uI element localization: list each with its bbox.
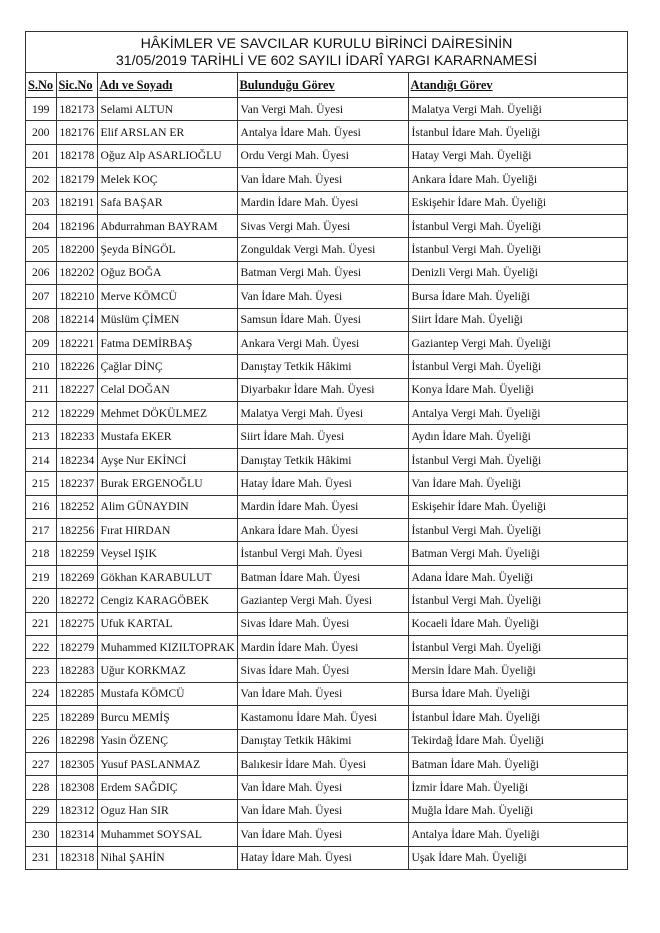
cell-sno: 231 (26, 846, 56, 869)
cell-sno: 210 (26, 355, 56, 378)
cell-name: Fatma DEMİRBAŞ (97, 331, 237, 354)
table-row (26, 565, 627, 588)
cell-sicno: 182226 (56, 355, 97, 378)
table-row (26, 261, 627, 284)
cell-current-position: Van İdare Mah. Üyesi (237, 799, 408, 822)
table-row (26, 378, 627, 401)
cell-name: Alim GÜNAYDIN (97, 495, 237, 518)
cell-name: Selami ALTUN (97, 98, 237, 121)
cell-current-position: Mardin İdare Mah. Üyesi (237, 191, 408, 214)
table-row (26, 519, 627, 542)
cell-sno: 204 (26, 214, 56, 237)
cell-name: Merve KÖMCÜ (97, 285, 237, 308)
cell-name: Gökhan KARABULUT (97, 565, 237, 588)
cell-sno: 199 (26, 98, 56, 121)
table-row (26, 355, 627, 378)
cell-current-position: Ankara İdare Mah. Üyesi (237, 519, 408, 542)
cell-sno: 226 (26, 729, 56, 752)
cell-name: Safa BAŞAR (97, 191, 237, 214)
cell-assigned-position: Muğla İdare Mah. Üyeliği (408, 799, 627, 822)
cell-assigned-position: Batman İdare Mah. Üyeliği (408, 752, 627, 775)
cell-assigned-position: Van İdare Mah. Üyeliği (408, 472, 627, 495)
cell-current-position: Mardin İdare Mah. Üyesi (237, 635, 408, 658)
cell-assigned-position: Konya İdare Mah. Üyeliği (408, 378, 627, 401)
table-row (26, 635, 627, 658)
cell-current-position: Danıştay Tetkik Hâkimi (237, 729, 408, 752)
cell-name: Muhammet SOYSAL (97, 823, 237, 846)
cell-name: Fırat HIRDAN (97, 519, 237, 542)
cell-assigned-position: Mersin İdare Mah. Üyeliği (408, 659, 627, 682)
table-row (26, 425, 627, 448)
cell-sno: 213 (26, 425, 56, 448)
cell-current-position: Balıkesir İdare Mah. Üyesi (237, 752, 408, 775)
header-current-position: Bulunduğu Görev (237, 73, 408, 98)
header-name: Adı ve Soyadı (97, 73, 237, 98)
table-row (26, 238, 627, 261)
cell-current-position: Batman Vergi Mah. Üyesi (237, 261, 408, 284)
cell-name: Burak ERGENOĞLU (97, 472, 237, 495)
table-row (26, 214, 627, 237)
cell-assigned-position: Gaziantep Vergi Mah. Üyeliği (408, 331, 627, 354)
table-row (26, 729, 627, 752)
cell-current-position: Ankara Vergi Mah. Üyesi (237, 331, 408, 354)
cell-name: Oğuz Alp ASARLIOĞLU (97, 144, 237, 167)
cell-sicno: 182298 (56, 729, 97, 752)
table-row (26, 752, 627, 775)
table-row (26, 846, 627, 869)
cell-current-position: Danıştay Tetkik Hâkimi (237, 448, 408, 471)
cell-sicno: 182279 (56, 635, 97, 658)
cell-name: Oguz Han SIR (97, 799, 237, 822)
cell-assigned-position: İstanbul Vergi Mah. Üyeliği (408, 448, 627, 471)
cell-current-position: Diyarbakır İdare Mah. Üyesi (237, 378, 408, 401)
cell-assigned-position: İstanbul Vergi Mah. Üyeliği (408, 214, 627, 237)
cell-assigned-position: Antalya Vergi Mah. Üyeliği (408, 402, 627, 425)
cell-sno: 215 (26, 472, 56, 495)
cell-assigned-position: Uşak İdare Mah. Üyeliği (411, 851, 527, 865)
cell-sno: 227 (26, 752, 56, 775)
cell-assigned-position: Bursa İdare Mah. Üyeliği (408, 285, 627, 308)
cell-sno: 222 (26, 635, 56, 658)
cell-assigned-position: İstanbul Vergi Mah. Üyeliği (408, 589, 627, 612)
cell-sicno: 182200 (56, 238, 97, 261)
cell-sicno: 182283 (56, 659, 97, 682)
table-header-row (26, 73, 627, 98)
cell-sicno: 182318 (56, 846, 97, 869)
cell-current-position: Van Vergi Mah. Üyesi (237, 98, 408, 121)
cell-current-position: Van İdare Mah. Üyesi (237, 682, 408, 705)
header-assigned-position: Atandığı Görev (408, 73, 627, 98)
table-row (26, 542, 627, 565)
cell-name: Melek KOÇ (97, 168, 237, 191)
cell-name: Müslüm ÇİMEN (97, 308, 237, 331)
cell-assigned-position: Tekirdağ İdare Mah. Üyeliği (408, 729, 627, 752)
cell-sno: 212 (26, 402, 56, 425)
cell-name: Yasin ÖZENÇ (97, 729, 237, 752)
cell-assigned-position: İstanbul İdare Mah. Üyeliği (408, 121, 627, 144)
table-row (26, 706, 627, 729)
cell-assigned-position: Bursa İdare Mah. Üyeliği (408, 682, 627, 705)
cell-sicno: 182191 (56, 191, 97, 214)
cell-name: Burcu MEMİŞ (97, 706, 237, 729)
cell-sicno: 182210 (56, 285, 97, 308)
cell-sno: 209 (26, 331, 56, 354)
cell-sno: 206 (26, 261, 56, 284)
cell-sno: 205 (26, 238, 56, 261)
cell-sno: 229 (26, 799, 56, 822)
table-row (26, 448, 627, 471)
cell-current-position: Sivas İdare Mah. Üyesi (237, 659, 408, 682)
cell-current-position: Batman İdare Mah. Üyesi (237, 565, 408, 588)
cell-assigned-position: Adana İdare Mah. Üyeliği (408, 565, 627, 588)
cell-assigned-position: Denizli Vergi Mah. Üyeliği (408, 261, 627, 284)
cell-sno: 203 (26, 191, 56, 214)
table-row (26, 612, 627, 635)
cell-sicno: 182233 (56, 425, 97, 448)
cell-sicno: 182196 (56, 214, 97, 237)
cell-assigned-position: İstanbul Vergi Mah. Üyeliği (408, 238, 627, 261)
cell-sno: 217 (26, 519, 56, 542)
cell-current-position: Gaziantep Vergi Mah. Üyesi (237, 589, 408, 612)
cell-current-position: Ordu Vergi Mah. Üyesi (237, 144, 408, 167)
cell-sicno: 182312 (56, 799, 97, 822)
cell-sicno: 182252 (56, 495, 97, 518)
cell-sicno: 182308 (56, 776, 97, 799)
cell-sicno: 182272 (56, 589, 97, 612)
cell-current-position: Sivas Vergi Mah. Üyesi (237, 214, 408, 237)
cell-current-position: Kastamonu İdare Mah. Üyesi (237, 706, 408, 729)
cell-current-position: Siirt İdare Mah. Üyesi (237, 425, 408, 448)
cell-sno: 207 (26, 285, 56, 308)
header-sno: S.No (26, 73, 56, 98)
title-line-1: HÂKİMLER VE SAVCILAR KURULU BİRİNCİ DAİRESİNİN (140, 36, 513, 52)
table-row (26, 589, 627, 612)
cell-current-position: Hatay İdare Mah. Üyesi (237, 846, 408, 869)
assignment-table (26, 73, 627, 869)
cell-name: Mustafa KÖMCÜ (97, 682, 237, 705)
cell-name: Muhammed KIZILTOPRAK (97, 635, 237, 658)
cell-sno: 225 (26, 706, 56, 729)
cell-sicno: 182314 (56, 823, 97, 846)
cell-sicno: 182229 (56, 402, 97, 425)
cell-current-position: Danıştay Tetkik Hâkimi (237, 355, 408, 378)
table-row (26, 472, 627, 495)
cell-assigned-position: İstanbul Vergi Mah. Üyeliği (408, 519, 627, 542)
cell-name: Celal DOĞAN (97, 378, 237, 401)
cell-assigned-position: Hatay Vergi Mah. Üyeliği (408, 144, 627, 167)
cell-assigned-position: Malatya Vergi Mah. Üyeliği (408, 98, 627, 121)
cell-sicno: 182275 (56, 612, 97, 635)
cell-current-position: Van İdare Mah. Üyesi (237, 823, 408, 846)
cell-name: Elif ARSLAN ER (97, 121, 237, 144)
cell-name: Çağlar DİNÇ (97, 355, 237, 378)
cell-sno: 228 (26, 776, 56, 799)
cell-sno: 202 (26, 168, 56, 191)
cell-sno: 208 (26, 308, 56, 331)
cell-sno: 201 (26, 144, 56, 167)
cell-name: Erdem SAĞDIÇ (97, 776, 237, 799)
table-row (26, 308, 627, 331)
table-row (26, 776, 627, 799)
cell-sno: 218 (26, 542, 56, 565)
cell-assigned-position: İstanbul İdare Mah. Üyeliği (408, 706, 627, 729)
cell-name: Şeyda BİNGÖL (97, 238, 237, 261)
cell-sno: 220 (26, 589, 56, 612)
cell-assigned-position: Eskişehir İdare Mah. Üyeliği (408, 495, 627, 518)
table-body (26, 98, 627, 869)
cell-current-position: Sivas İdare Mah. Üyesi (237, 612, 408, 635)
header-sicno: Sic.No (56, 73, 97, 98)
cell-name: Yusuf PASLANMAZ (97, 752, 237, 775)
table-row (26, 495, 627, 518)
cell-assigned-position: Eskişehir İdare Mah. Üyeliği (408, 191, 627, 214)
cell-sno: 230 (26, 823, 56, 846)
cell-current-position: Malatya Vergi Mah. Üyesi (237, 402, 408, 425)
cell-name: Cengiz KARAGÖBEK (97, 589, 237, 612)
cell-sno: 211 (26, 378, 56, 401)
cell-current-position: Van İdare Mah. Üyesi (237, 285, 408, 308)
cell-sicno: 182173 (56, 98, 97, 121)
decree-document (25, 31, 628, 870)
cell-sno: 219 (26, 565, 56, 588)
cell-sicno: 182259 (56, 542, 97, 565)
cell-sno: 224 (26, 682, 56, 705)
table-row (26, 659, 627, 682)
cell-sno: 214 (26, 448, 56, 471)
title-line-2: 31/05/2019 TARİHLİ VE 602 SAYILI İDARÎ YARGI KARARNAMESİ (115, 53, 538, 69)
table-row (26, 402, 627, 425)
cell-sicno: 182221 (56, 331, 97, 354)
cell-sicno: 182179 (56, 168, 97, 191)
cell-current-position: İstanbul Vergi Mah. Üyesi (237, 542, 408, 565)
cell-assigned-position: İstanbul Vergi Mah. Üyeliği (408, 635, 627, 658)
cell-name: Ayşe Nur EKİNCİ (97, 448, 237, 471)
cell-sicno: 182202 (56, 261, 97, 284)
cell-assigned-position: Antalya İdare Mah. Üyeliği (408, 823, 627, 846)
cell-sno: 221 (26, 612, 56, 635)
cell-sicno: 182234 (56, 448, 97, 471)
table-row (26, 191, 627, 214)
table-row (26, 144, 627, 167)
cell-name: Mustafa EKER (97, 425, 237, 448)
table-row (26, 98, 627, 121)
cell-current-position: Hatay İdare Mah. Üyesi (237, 472, 408, 495)
cell-assigned-position: Siirt İdare Mah. Üyeliği (408, 308, 627, 331)
table-row (26, 285, 627, 308)
cell-assigned-position: Ankara İdare Mah. Üyeliği (408, 168, 627, 191)
cell-current-position: Mardin İdare Mah. Üyesi (237, 495, 408, 518)
cell-name: Uğur KORKMAZ (97, 659, 237, 682)
table-row (26, 682, 627, 705)
table-row (26, 331, 627, 354)
document-title (26, 32, 627, 73)
cell-current-position: Samsun İdare Mah. Üyesi (237, 308, 408, 331)
cell-current-position: Van İdare Mah. Üyesi (237, 168, 408, 191)
cell-assigned-position: İzmir İdare Mah. Üyeliği (408, 776, 627, 799)
cell-name: Mehmet DÖKÜLMEZ (97, 402, 237, 425)
cell-sicno: 182256 (56, 519, 97, 542)
cell-name: Ufuk KARTAL (97, 612, 237, 635)
cell-sicno: 182237 (56, 472, 97, 495)
cell-name: Veysel IŞIK (97, 542, 237, 565)
cell-sicno: 182178 (56, 144, 97, 167)
table-row (26, 121, 627, 144)
cell-sno: 223 (26, 659, 56, 682)
table-row (26, 168, 627, 191)
cell-sicno: 182305 (56, 752, 97, 775)
cell-assigned-position: Batman Vergi Mah. Üyeliği (408, 542, 627, 565)
cell-name: Nihal ŞAHİN (97, 846, 237, 869)
cell-name: Abdurrahman BAYRAM (97, 214, 237, 237)
cell-assigned-position: Kocaeli İdare Mah. Üyeliği (408, 612, 627, 635)
cell-sicno: 182227 (56, 378, 97, 401)
cell-sicno: 182214 (56, 308, 97, 331)
cell-sno: 200 (26, 121, 56, 144)
cell-sicno: 182176 (56, 121, 97, 144)
cell-assigned-position: İstanbul Vergi Mah. Üyeliği (408, 355, 627, 378)
cell-current-position: Van İdare Mah. Üyesi (237, 776, 408, 799)
cell-sicno: 182285 (56, 682, 97, 705)
table-row (26, 823, 627, 846)
cell-current-position: Antalya İdare Mah. Üyesi (237, 121, 408, 144)
cell-assigned-position: Aydın İdare Mah. Üyeliği (408, 425, 627, 448)
cell-current-position: Zonguldak Vergi Mah. Üyesi (237, 238, 408, 261)
cell-sno: 216 (26, 495, 56, 518)
cell-name: Oğuz BOĞA (97, 261, 237, 284)
cell-sicno: 182269 (56, 565, 97, 588)
table-row (26, 799, 627, 822)
cell-sicno: 182289 (56, 706, 97, 729)
